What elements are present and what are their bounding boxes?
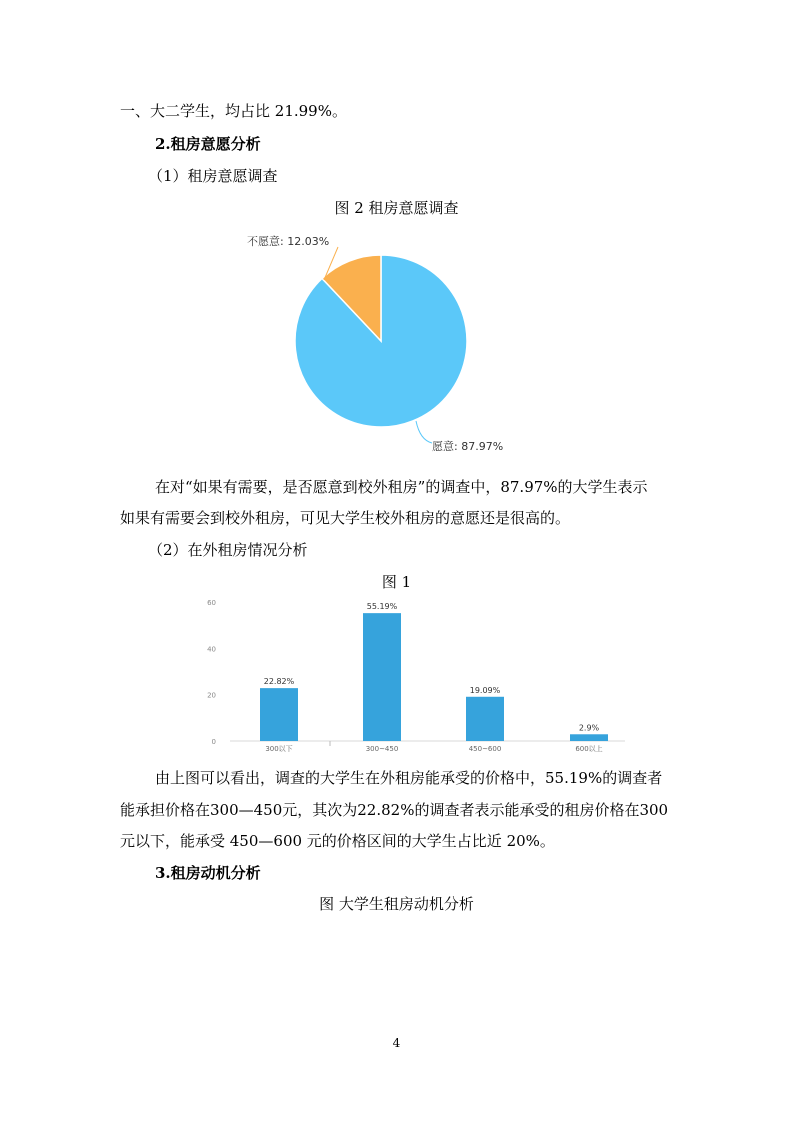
paragraph-2-line-2: 能承担价格在300—450元，其次为22.82%的调查者表示能承受的租房价格在300 <box>120 801 669 819</box>
bar-data-label-1: 55.19% <box>366 602 398 612</box>
bar-data-label-3: 2.9% <box>578 723 600 733</box>
paragraph-1-line-2: 如果有需要会到校外租房，可见大学生校外租房的意愿还是很高的。 <box>120 509 571 527</box>
bar-data-label-2: 19.09% <box>469 685 501 695</box>
x-tick-2: 450~600 <box>468 745 502 753</box>
bar-chart-title: 图 1 <box>381 573 412 591</box>
y-tick-3: 60 <box>207 599 216 607</box>
x-tick-1: 300~450 <box>365 745 399 753</box>
para-line1: 一、大二学生，均占比 21.99%。 <box>120 102 347 120</box>
pie-leader-willing <box>416 421 432 443</box>
bar-data-label-0: 22.82% <box>263 677 295 687</box>
section-heading-3: 3.租房动机分析 <box>155 864 261 882</box>
bar-3 <box>570 734 608 741</box>
paragraph-1-line-1: 在对“如果有需要，是否愿意到校外租房”的调查中，87.97%的大学生表示 <box>155 478 648 496</box>
pie-label-unwilling: 不愿意: 12.03% <box>247 235 330 248</box>
subheading-2: （2）在外租房情况分析 <box>148 541 308 559</box>
paragraph-2-line-3: 元以下，能承受 450—600 元的价格区间的大学生占比近 20%。 <box>120 832 555 850</box>
pie-label-willing: 愿意: 87.97% <box>432 440 504 453</box>
subheading-1: （1）租房意愿调查 <box>148 167 278 185</box>
bar-chart <box>0 595 793 755</box>
bar-1 <box>363 613 401 741</box>
y-tick-2: 40 <box>207 645 216 654</box>
y-tick-0: 0 <box>211 738 216 746</box>
bar-2 <box>466 697 504 741</box>
paragraph-2-line-1: 由上图可以看出，调查的大学生在外租房能承受的价格中，55.19%的调查者 <box>155 769 663 787</box>
bar-0 <box>260 688 298 741</box>
page-number: 4 <box>392 1036 401 1050</box>
y-tick-1: 20 <box>207 691 216 700</box>
figure-3-caption: 图 大学生租房动机分析 <box>319 895 474 913</box>
pie-chart-title: 图 2 租房意愿调查 <box>334 199 459 217</box>
x-tick-3: 600以上 <box>575 745 603 753</box>
section-heading-2: 2.租房意愿分析 <box>155 135 261 153</box>
pie-chart <box>0 225 793 465</box>
x-tick-0: 300以下 <box>265 745 293 753</box>
